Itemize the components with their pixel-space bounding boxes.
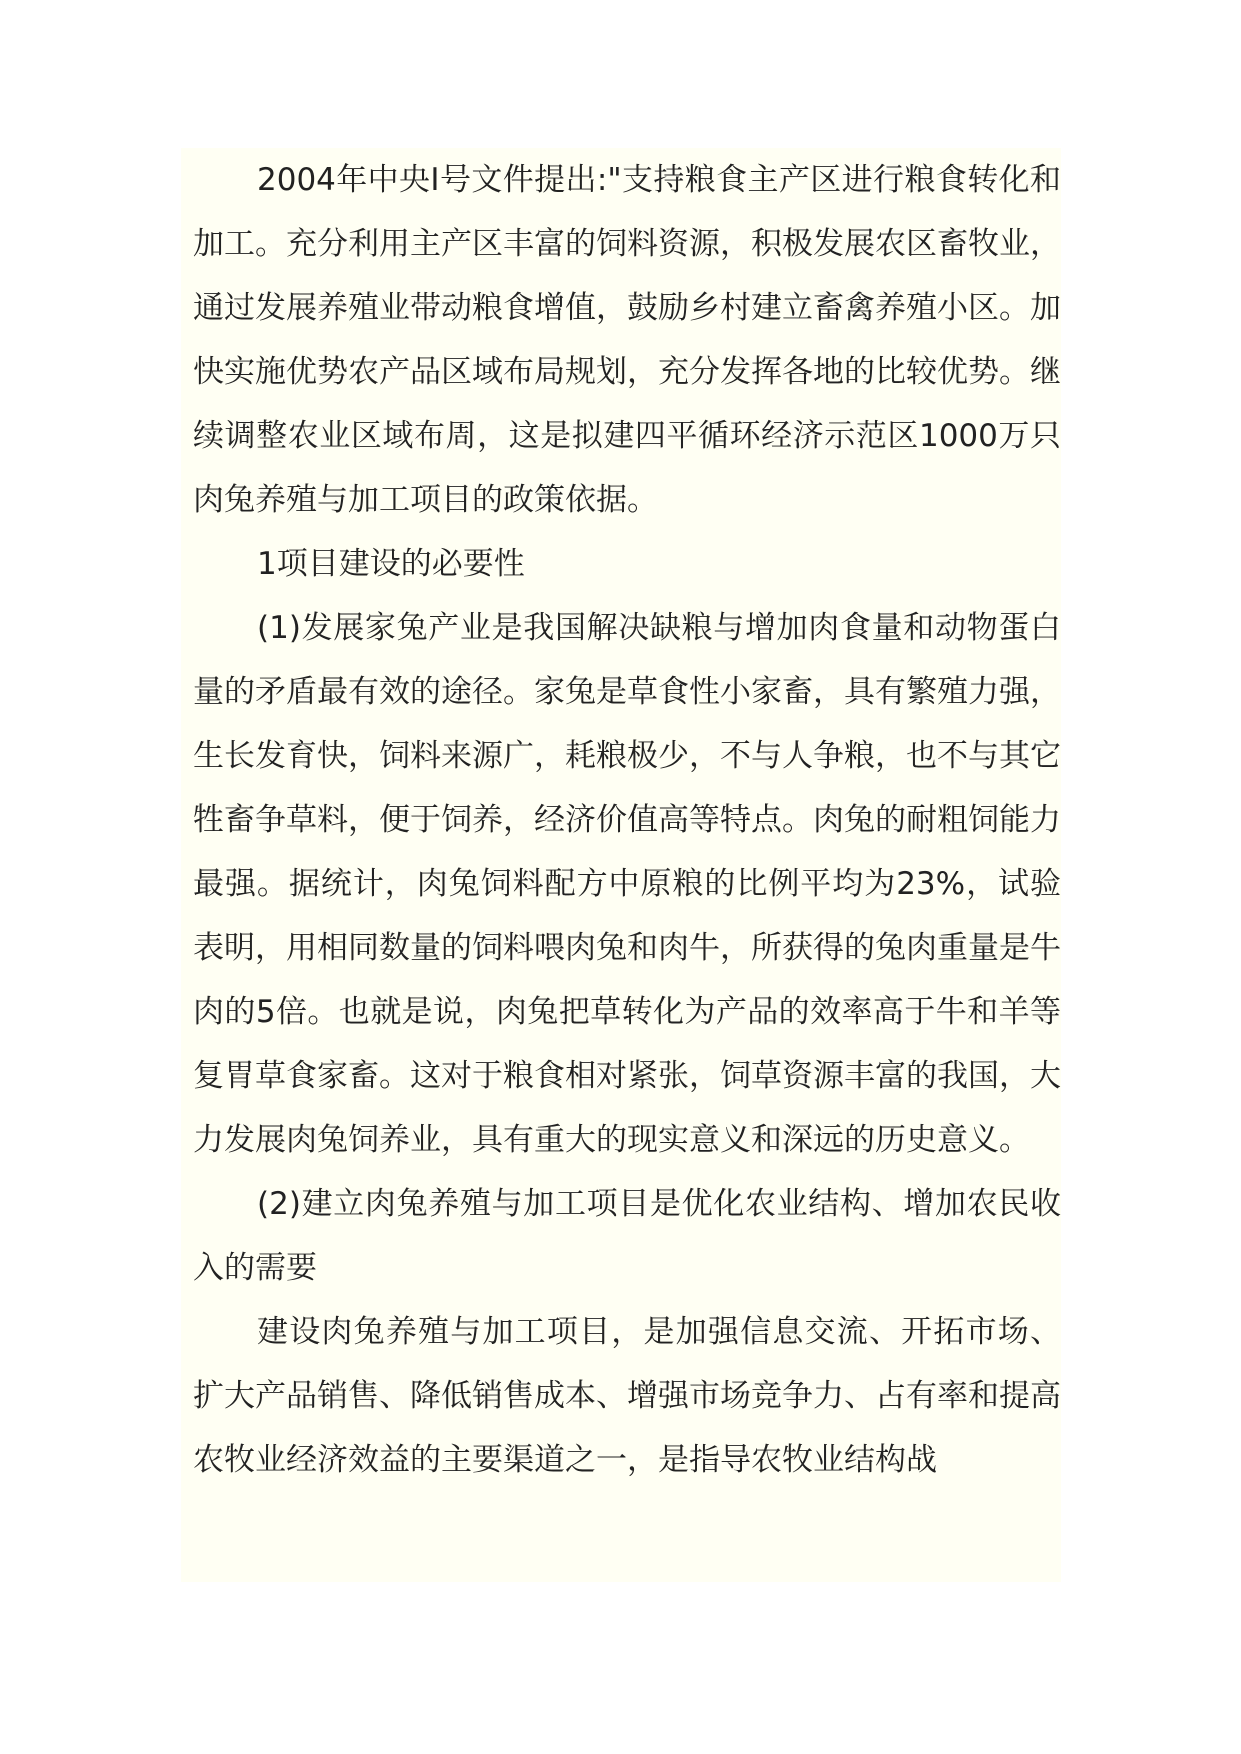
document-page bbox=[181, 148, 1061, 1582]
paragraph-policy-basis: 2004年中央Ⅰ号文件提出:"支持粮食主产区进行粮食转化和加工。充分利用主产区丰富的饲料资源，积极发展农区畜牧业，通过发展养殖业带动粮食增值，鼓励乡村建立畜禽养殖小区。加快实施优势农产品区域布局规划，充分发挥各地的比较优势。继续调整农业区域布周，这是拟建四平循环经济示范区1000万只肉兔养殖与加工项目的政策依据。 bbox=[193, 162, 1061, 518]
paragraph-point-2-heading: (2)建立肉兔养殖与加工项目是优化农业结构、增加农民收入的需要 bbox=[193, 1186, 1061, 1286]
section-heading-necessity: 1项目建设的必要性 bbox=[257, 546, 525, 582]
paragraph-point-2-body: 建设肉兔养殖与加工项目，是加强信息交流、开拓市场、扩大产品销售、降低销售成本、增强市场竞争力、占有率和提高农牧业经济效益的主要渠道之一，是指导农牧业结构战 bbox=[193, 1314, 1061, 1478]
paragraph-point-1: (1)发展家兔产业是我国解决缺粮与增加肉食量和动物蛋白量的矛盾最有效的途径。家兔是草食性小家畜，具有繁殖力强，生长发育快，饲料来源广，耗粮极少，不与人争粮，也不与其它牲畜争草料，便于饲养，经济价值高等特点。肉兔的耐粗饲能力最强。据统计，肉兔饲料配方中原粮的比例平均为23%，试验表明，用相同数量的饲料喂肉兔和肉牛，所获得的兔肉重量是牛肉的5倍。也就是说，肉兔把草转化为产品的效率高于牛和羊等复胃草食家畜。这对于粮食相对紧张，饲草资源丰富的我国，大力发展肉兔饲养业，具有重大的现实意义和深远的历史意义。 bbox=[193, 610, 1061, 1158]
